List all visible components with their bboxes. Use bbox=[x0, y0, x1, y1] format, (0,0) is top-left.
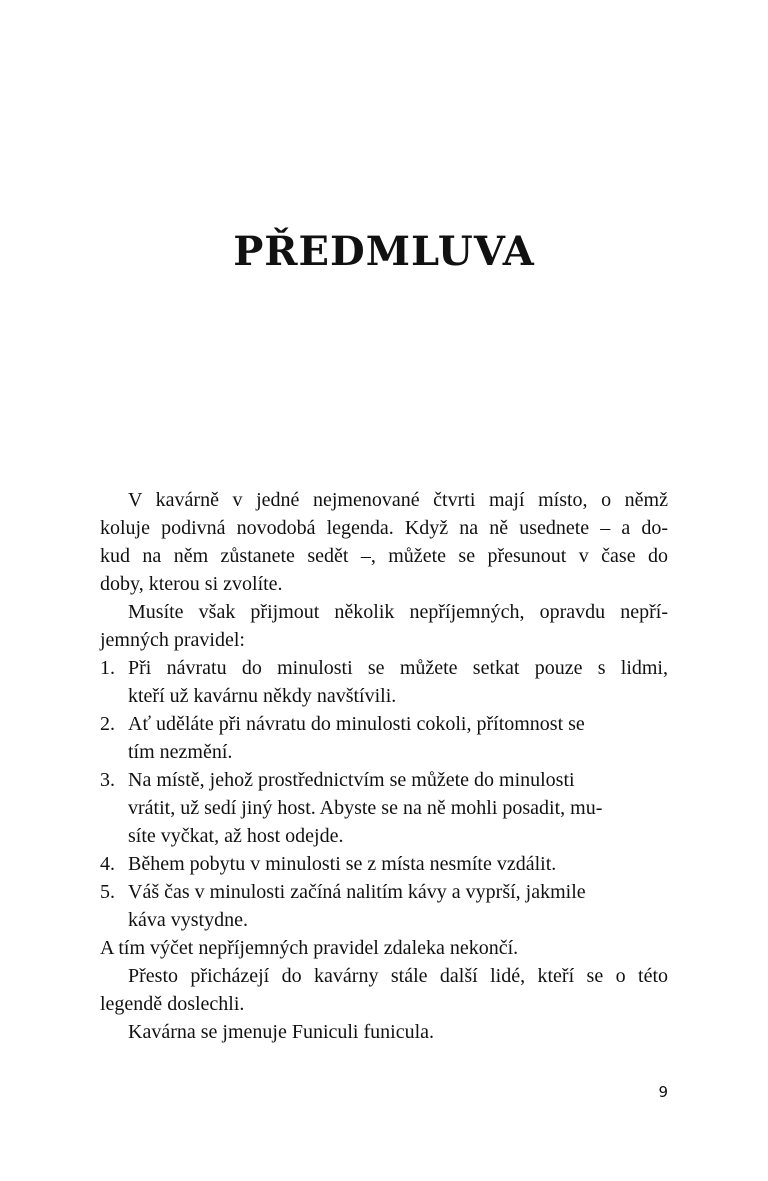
rule-item-4 bbox=[100, 850, 668, 878]
rule-text: vrátit, už sedí jiný host. Abyste se na ně mohli posadit, mu- bbox=[128, 797, 603, 819]
paragraph-line: V kavárně v jedné nejmenované čtvrti mají místo, o němž bbox=[128, 489, 668, 511]
paragraph-line: Kavárna se jmenuje Funiculi funicula. bbox=[128, 1021, 435, 1043]
rule-text: síte vyčkat, až host odejde. bbox=[128, 825, 344, 847]
page-title: PŘEDMLUVA bbox=[233, 228, 535, 275]
paragraph-line: kud na něm zůstanete sedět –, můžete se přesunout v čase do bbox=[100, 545, 668, 567]
paragraph-line: doby, kterou si zvolíte. bbox=[100, 573, 283, 595]
rule-text: kteří už kavárnu někdy navštívili. bbox=[128, 685, 397, 707]
rule-number: 4. bbox=[100, 853, 115, 875]
rule-item-3 bbox=[100, 766, 668, 794]
rule-text: Váš čas v minulosti začíná nalitím kávy a vyprší, jakmile bbox=[128, 881, 586, 903]
paragraph-line: Přesto přicházejí do kavárny stále další lidé, kteří se o této bbox=[128, 965, 668, 987]
paragraph-line: A tím výčet nepříjemných pravidel zdaleka nekončí. bbox=[100, 937, 519, 959]
paragraph-line: koluje podivná novodobá legenda. Když na ně usednete – a do- bbox=[100, 517, 668, 539]
rule-text: Během pobytu v minulosti se z místa nesmíte vzdálit. bbox=[128, 853, 557, 875]
rule-item-2 bbox=[100, 710, 668, 738]
rule-number: 1. bbox=[100, 657, 115, 679]
rule-number: 3. bbox=[100, 769, 115, 791]
rule-text: tím nezmění. bbox=[128, 741, 233, 763]
rule-text: Na místě, jehož prostřednictvím se můžete do minulosti bbox=[128, 769, 575, 791]
body-text bbox=[100, 486, 668, 1046]
rule-text: káva vystydne. bbox=[128, 909, 248, 931]
rule-text: Ať uděláte při návratu do minulosti cokoli, přítomnost se bbox=[128, 713, 585, 735]
paragraph-line: Musíte však přijmout několik nepříjemných, opravdu nepří- bbox=[128, 601, 668, 623]
paragraph-line: jemných pravidel: bbox=[100, 629, 245, 651]
rule-number: 2. bbox=[100, 713, 115, 735]
paragraph-line: legendě doslechli. bbox=[100, 993, 245, 1015]
rule-text: Při návratu do minulosti se můžete setkat pouze s lidmi, bbox=[128, 657, 668, 679]
page-number: 9 bbox=[658, 1083, 668, 1101]
rule-item-5 bbox=[100, 878, 668, 906]
rule-item-1 bbox=[100, 654, 668, 682]
rule-number: 5. bbox=[100, 881, 115, 903]
